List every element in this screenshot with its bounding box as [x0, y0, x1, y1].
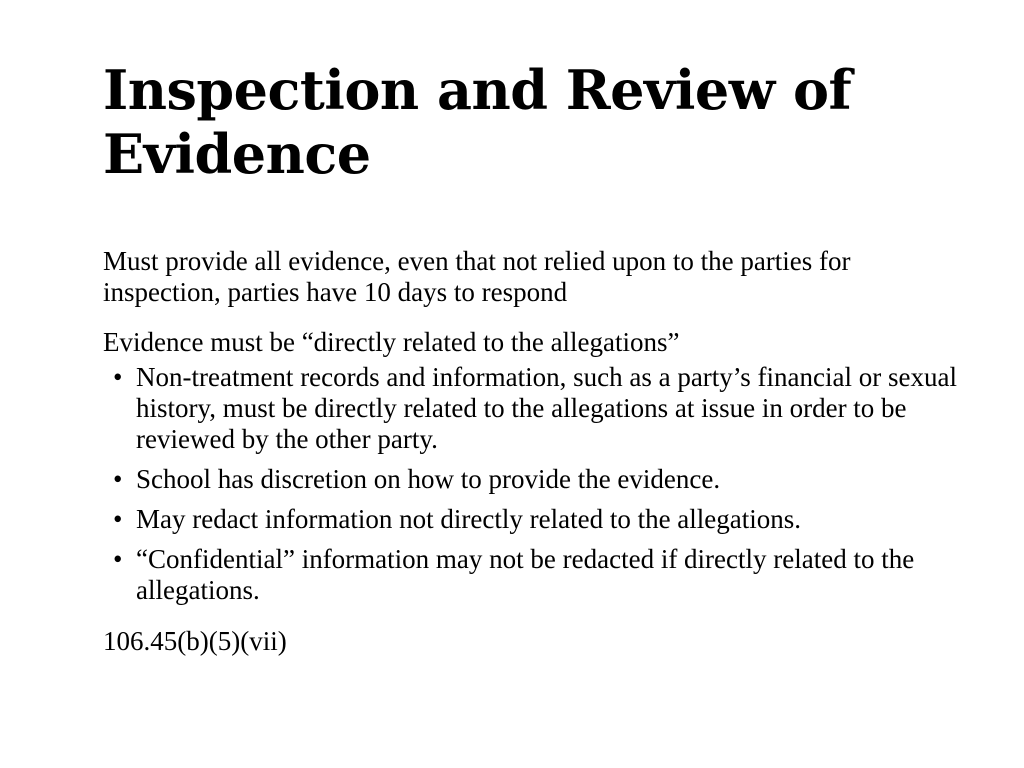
bullet-item-school-discretion — [103, 464, 963, 495]
bullet-marker: • — [113, 544, 123, 574]
paragraph-directly-related: Evidence must be “directly related to the allegations” — [103, 327, 680, 357]
bullet-marker: • — [113, 504, 123, 534]
bullet-text: School has discretion on how to provide the evidence. — [136, 464, 721, 494]
bullet-marker: • — [113, 464, 123, 494]
paragraph-evidence-provision: Must provide all evidence, even that not relied upon to the parties for inspection, parties have 10 days to respond — [103, 246, 851, 307]
bullet-text: May redact information not directly related to the allegations. — [136, 504, 802, 534]
bullet-item-may-redact — [103, 504, 963, 535]
bullet-list — [103, 362, 963, 606]
bullet-text: Non-treatment records and information, such as a party’s financial or sexual history, must be directly related to the allegations at issue in order to be reviewed by the other party. — [136, 362, 957, 454]
bullet-marker: • — [113, 362, 123, 392]
bullet-item-confidential — [103, 544, 963, 606]
bullet-item-non-treatment-records — [103, 362, 963, 455]
slide-title: Inspection and Review of Evidence — [103, 58, 852, 186]
bullet-text: “Confidential” information may not be redacted if directly related to the allegations. — [136, 544, 915, 605]
slide-body — [103, 246, 963, 657]
regulation-citation: 106.45(b)(5)(vii) — [103, 626, 287, 656]
